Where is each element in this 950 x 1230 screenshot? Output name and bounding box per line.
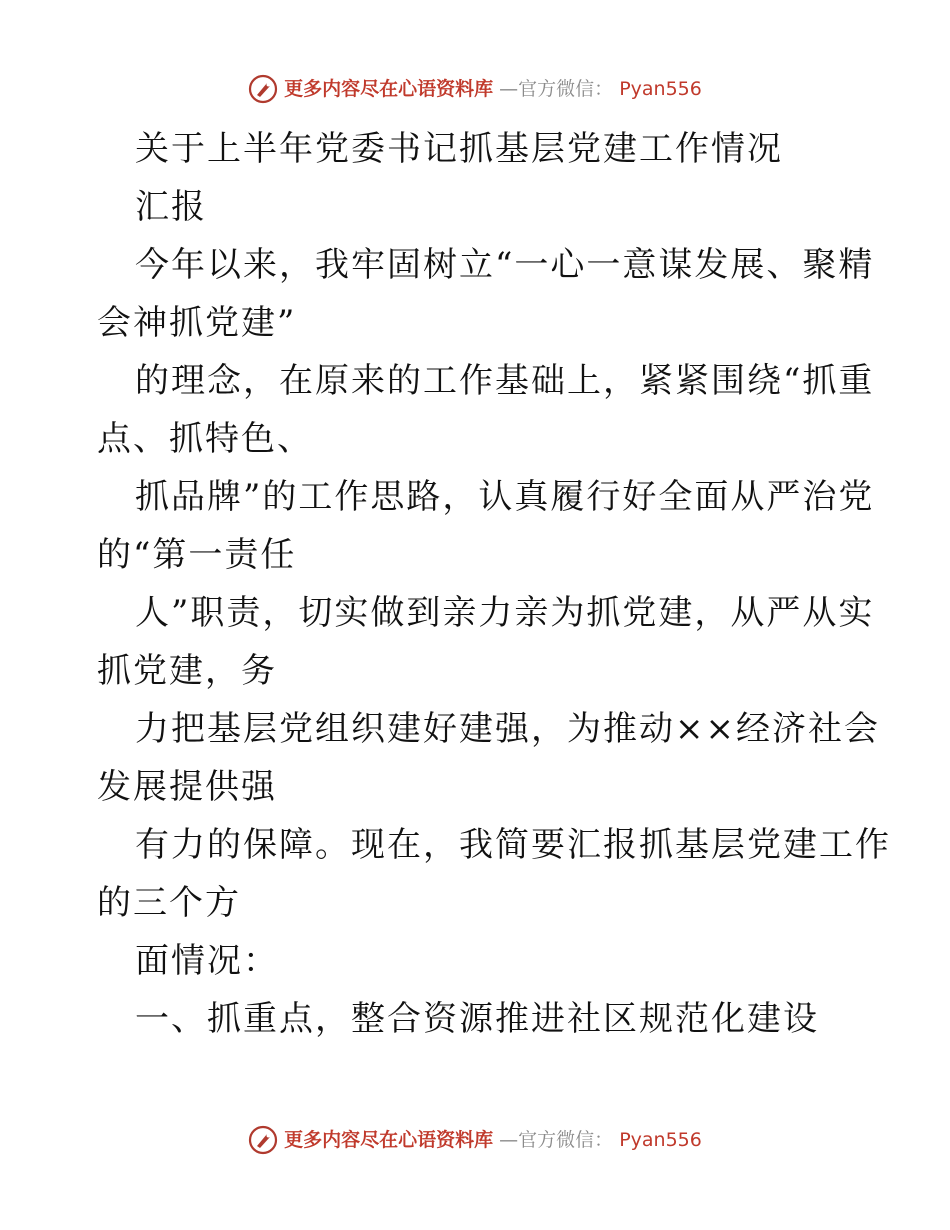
paragraph-line: 的理念，在原来的工作基础上，紧紧围绕“抓重 — [135, 361, 875, 401]
watermark-rest: —官方微信： — [499, 1129, 614, 1151]
paragraph-line: 今年以来，我牢固树立“一心一意谋发展、聚精 — [135, 245, 875, 285]
watermark-rest: —官方微信： — [499, 78, 614, 100]
paragraph-line: 点、抓特色、 — [97, 419, 313, 459]
paragraph-line: 的“第一责任 — [97, 535, 297, 575]
document-title-line-1: 关于上半年党委书记抓基层党建工作情况 — [135, 129, 783, 169]
paragraph-line: 人”职责，切实做到亲力亲为抓党建，从严从实 — [135, 593, 875, 633]
paragraph-line: 抓品牌”的工作思路，认真履行好全面从严治党 — [135, 477, 875, 517]
watermark-brand: 更多内容尽在心语资料库 — [284, 78, 494, 100]
paragraph-line: 抓党建，务 — [97, 651, 277, 691]
watermark-footer — [0, 1124, 950, 1156]
section-heading: 一、抓重点，整合资源推进社区规范化建设 — [135, 999, 819, 1039]
paragraph-line: 有力的保障。现在，我简要汇报抓基层党建工作 — [135, 825, 891, 865]
paragraph-line: 力把基层党组织建好建强，为推动××经济社会 — [135, 709, 880, 749]
pen-nib-logo-icon — [248, 74, 278, 104]
paragraph-line: 发展提供强 — [97, 767, 277, 807]
pen-nib-logo-icon — [248, 1125, 278, 1155]
watermark-id: Pyan556 — [619, 1129, 702, 1151]
watermark-brand: 更多内容尽在心语资料库 — [284, 1129, 494, 1151]
paragraph-line: 面情况： — [135, 941, 279, 981]
document-body — [97, 120, 891, 1048]
watermark-id: Pyan556 — [619, 78, 702, 100]
paragraph-line: 的三个方 — [97, 883, 241, 923]
watermark-header — [0, 73, 950, 105]
paragraph-line: 会神抓党建” — [97, 303, 297, 343]
document-title-line-2: 汇报 — [135, 187, 207, 227]
